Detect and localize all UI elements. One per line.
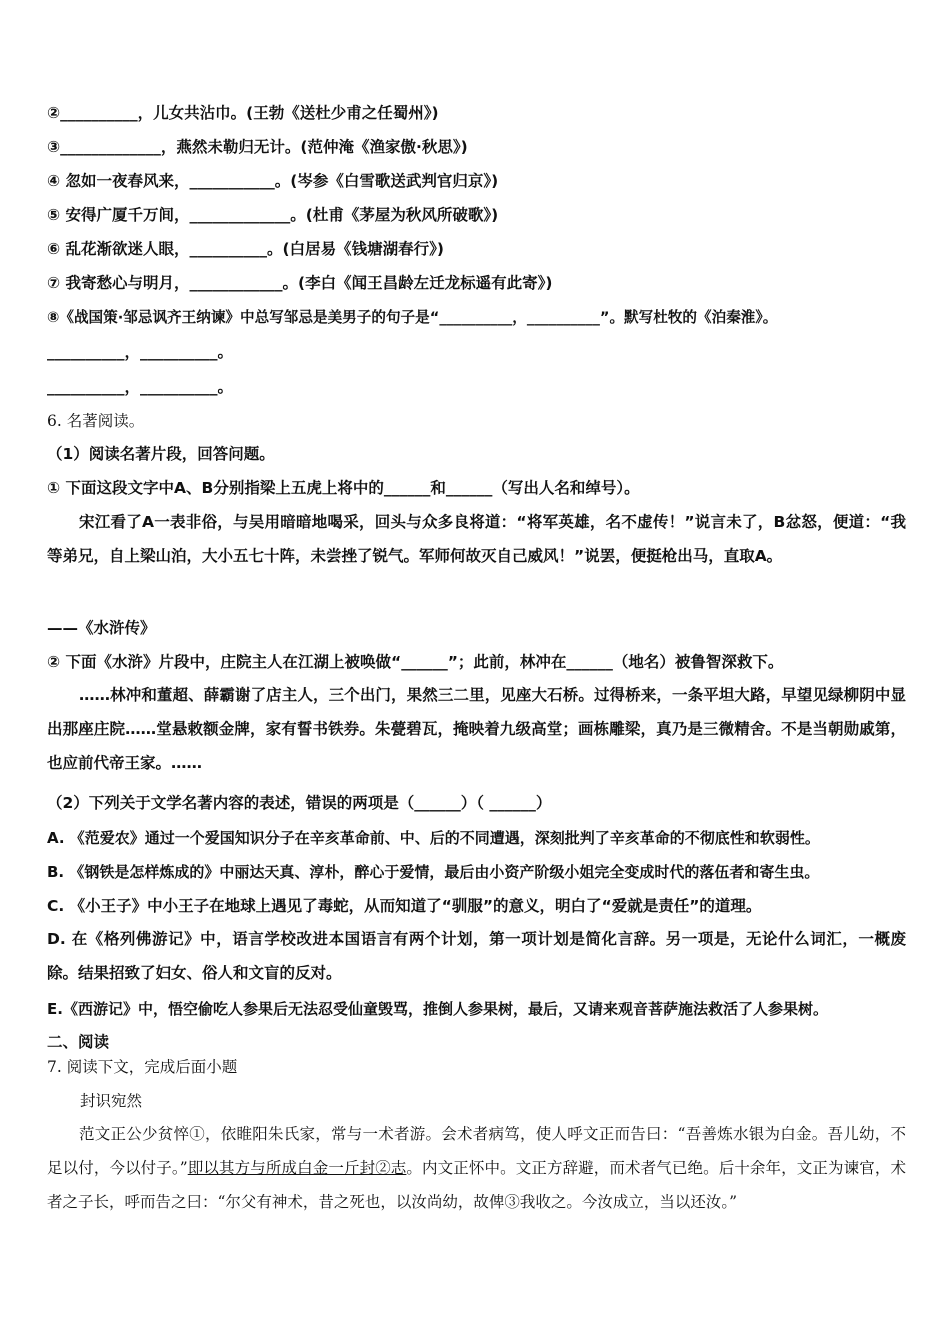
recitation-item-2: ②__________，儿女共沾巾。(王勃《送杜少甫之任蜀州》) [47,104,439,122]
question-6-heading: 6. 名著阅读。 [47,412,145,430]
recitation-item-8: ⑧《战国策·邹忌讽齐王纳谏》中总写邹忌是美男子的句子是“__________，__________”。默写杜牧的《泊秦淮》。 [47,309,778,326]
question-7-heading: 7. 阅读下文，完成后面小题 [47,1058,238,1076]
excerpt-water-margin-2: ……林冲和董超、薛霸谢了店主人，三个出门，果然三二里，见座大石桥。过得桥来，一条平坦大路，早望见绿柳阴中显出那座庄院……堂悬敕额金牌，家有誓书铁券。朱甍碧瓦，掩映着九级高堂；画栋雕梁，真乃是三微精舍。不是当朝勋戚第，也应前代帝王家。…… [47,686,906,772]
passage-text-2: 。内文正怀中。文正方辞避，而术者气已绝。后十余年，文正为谏官，术者之子长，呼而告之曰：“尔父有神术，昔之死也，以汝尚幼，故俾③我收之。今汝成立，当以还汝。” [47,1159,906,1211]
option-b: B. 《钢铁是怎样炼成的》中丽达天真、淳朴，醉心于爱情，最后由小资产阶级小姐完全变成时代的落伍者和寄生虫。 [47,863,820,881]
question-6-part-2: （2）下列关于文学名著内容的表述，错误的两项是（______）（ ______） [47,794,552,812]
option-a: A. 《范爱农》通过一个爱国知识分子在辛亥革命前、中、后的不同遭遇，深刻批判了辛亥革命的不彻底性和软弱性。 [47,829,820,847]
excerpt-source: ——《水浒传》 [47,619,156,637]
option-e: E.《西游记》中，悟空偷吃人参果后无法忍受仙童毁骂，推倒人参果树，最后，又请来观音菩萨施法救活了人参果树。 [47,1000,828,1018]
excerpt-water-margin-1: 宋江看了A一表非俗，与吴用暗暗地喝采，回头与众多良将道：“将军英雄，名不虚传！”说言未了，B忿怒，便道：“我等弟兄，自上梁山泊，大小五七十阵，未尝挫了锐气。军师何故灭自己威风！”说罢，便挺枪出马，直取A。 [47,513,906,565]
option-c: C. 《小王子》中小王子在地球上遇见了毒蛇，从而知道了“驯服”的意义，明白了“爱就是责任”的道理。 [47,897,762,915]
recitation-item-3: ③_____________，燕然未勒归无计。(范仲淹《渔家傲·秋思》) [47,138,468,156]
passage-body [47,1117,906,1219]
recitation-item-6: ⑥ 乱花渐欲迷人眼，__________。(白居易《钱塘湖春行》) [47,240,444,258]
blank-line-2: __________，__________。 [47,378,234,396]
question-6-part-1: （1）阅读名著片段，回答问题。 [47,445,275,463]
option-d: D. 在《格列佛游记》中，语言学校改进本国语言有两个计划，第一项计划是简化言辞。另一项是，无论什么词汇，一概废除。结果招致了妇女、俗人和文盲的反对。 [47,930,906,982]
passage-text-1: 范文正公少贫悴①，依睢阳朱氏家，常与一术者游。会术者病笃，使人呼文正而告曰：“吾善炼水银为白金。吾儿幼，不足以付，今以付子。” [47,1125,906,1177]
recitation-item-5: ⑤ 安得广厦千万间，_____________。(杜甫《茅屋为秋风所破歌》) [47,206,499,224]
blank-line-1: __________，__________。 [47,343,234,361]
question-6-1-a: ① 下面这段文字中A、B分别指梁上五虎上将中的______和______（写出人名和绰号）。 [47,479,640,497]
recitation-item-7: ⑦ 我寄愁心与明月，____________。(李白《闻王昌龄左迁龙标遥有此寄》) [47,274,553,292]
passage-title: 封识宛然 [80,1092,143,1110]
section-reading-heading: 二、阅读 [47,1033,110,1051]
passage-underlined-sentence: 即以其方与所成白金一斤封②志 [187,1159,407,1177]
question-6-1-b: ② 下面《水浒》片段中，庄院主人在江湖上被唤做“______”；此前，林冲在______（地名）被鲁智深救下。 [47,653,784,671]
recitation-item-4: ④ 忽如一夜春风来，___________。(岑参《白雪歌送武判官归京》) [47,172,499,190]
